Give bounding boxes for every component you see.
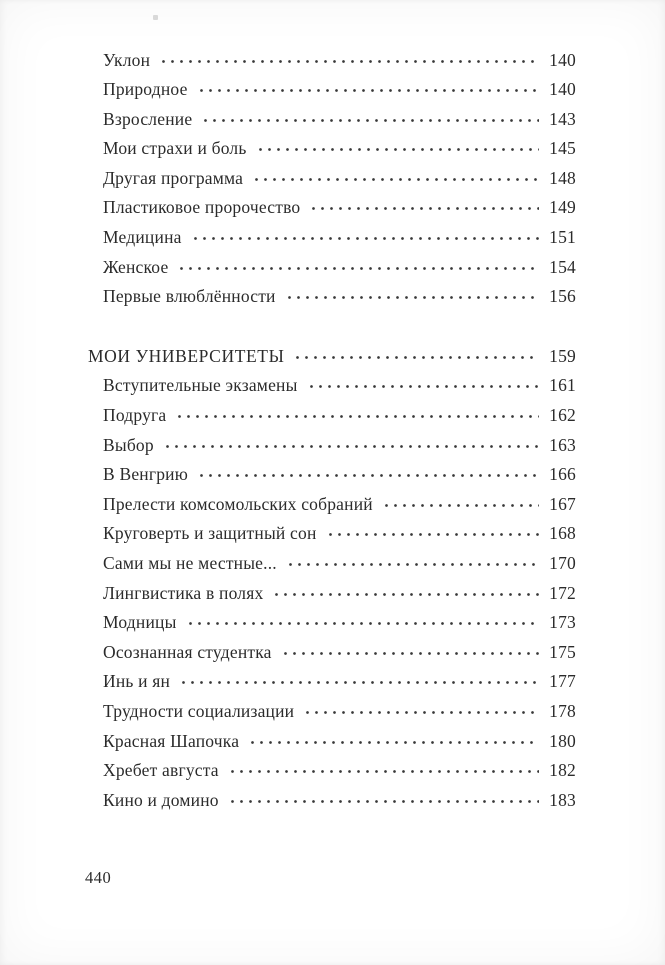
toc-entry xyxy=(88,581,576,611)
dot-leader xyxy=(196,78,539,96)
toc-entry-page: 156 xyxy=(549,286,576,307)
toc-entry-page: 167 xyxy=(549,493,576,514)
toc-entry-page: 177 xyxy=(549,671,576,692)
toc-entry xyxy=(88,788,576,818)
dot-leader xyxy=(196,463,539,481)
toc-entry-page: 161 xyxy=(549,375,576,396)
dot-leader xyxy=(308,196,539,214)
toc-entry-page: 166 xyxy=(549,464,576,485)
page-number-folio: 440 xyxy=(85,868,112,887)
toc-entry-page: 145 xyxy=(549,138,576,159)
toc-entry-page: 163 xyxy=(549,434,576,455)
dot-leader xyxy=(200,107,539,125)
dot-leader xyxy=(381,492,539,510)
toc-entry xyxy=(88,48,576,78)
toc-section-heading xyxy=(88,344,576,374)
toc-entry xyxy=(88,611,576,641)
dot-leader xyxy=(271,581,539,599)
toc-entry-page: 151 xyxy=(549,227,576,248)
dot-leader xyxy=(284,285,539,303)
toc-entry-title: Вступительные экзамены xyxy=(103,375,298,396)
toc-entry-title: Женское xyxy=(103,256,169,277)
toc-entry-page: 180 xyxy=(549,730,576,751)
toc-entry-title: Осознанная студентка xyxy=(103,641,272,662)
toc-entry xyxy=(88,759,576,789)
table-of-contents xyxy=(88,48,576,818)
toc-entry xyxy=(88,729,576,759)
toc-entry-page: 168 xyxy=(549,523,576,544)
toc-entry xyxy=(88,463,576,493)
toc-entry-page: 178 xyxy=(549,700,576,721)
toc-entry-title: Медицина xyxy=(103,227,182,248)
toc-entry xyxy=(88,285,576,315)
toc-entry-page: 182 xyxy=(549,760,576,781)
toc-entry-title: Другая программа xyxy=(103,167,244,188)
toc-entry-title: Сами мы не местные... xyxy=(103,553,277,573)
toc-entry-title: Подруга xyxy=(103,405,167,426)
toc-entry-title: Пластиковое пророчество xyxy=(103,197,301,218)
dot-leader xyxy=(247,729,539,747)
toc-entry-title: Взросление xyxy=(103,108,193,129)
toc-entry-page: 170 xyxy=(549,553,576,573)
toc-entry xyxy=(88,78,576,108)
dot-leader xyxy=(280,640,539,658)
toc-entry-title: Трудности социализации xyxy=(103,700,295,721)
dot-leader xyxy=(302,699,539,717)
toc-entry-title: Хребет августа xyxy=(103,760,219,781)
toc-entry xyxy=(88,404,576,434)
toc-entry xyxy=(88,640,576,670)
toc-entry xyxy=(88,699,576,729)
toc-entry-title: Прелести комсомольских собраний xyxy=(103,493,373,514)
toc-entry xyxy=(88,226,576,256)
dot-leader xyxy=(292,344,539,362)
toc-entry-title: Мои страхи и боль xyxy=(103,138,247,159)
toc-entry-title: Красная Шапочка xyxy=(103,730,240,751)
toc-entry-title: Лингвистика в полях xyxy=(103,582,264,603)
dot-leader xyxy=(227,788,539,806)
toc-entry-page: 175 xyxy=(549,641,576,662)
dot-leader xyxy=(306,374,539,392)
toc-entry-page: 173 xyxy=(549,612,576,633)
toc-entry-title: Первые влюблённости xyxy=(103,286,276,307)
dot-leader xyxy=(227,759,539,777)
toc-entry-title: Круговерть и защитный сон xyxy=(103,523,317,544)
toc-entry-title: Выбор xyxy=(103,434,154,455)
dot-leader xyxy=(178,670,539,688)
toc-entry-page: 143 xyxy=(549,108,576,129)
toc-entry xyxy=(88,552,576,582)
dot-leader xyxy=(285,552,539,570)
toc-entry-title: Уклон xyxy=(103,49,151,70)
scan-speck xyxy=(153,15,158,20)
toc-entry xyxy=(88,433,576,463)
toc-entry-page: 183 xyxy=(549,789,576,810)
toc-entry xyxy=(88,107,576,137)
toc-entry-page: 162 xyxy=(549,405,576,426)
toc-entry xyxy=(88,255,576,285)
dot-leader xyxy=(185,611,539,629)
toc-section xyxy=(88,48,576,314)
dot-leader xyxy=(190,226,539,244)
toc-entry xyxy=(88,492,576,522)
dot-leader xyxy=(325,522,539,540)
dot-leader xyxy=(176,255,539,273)
toc-entry xyxy=(88,522,576,552)
toc-entry-page: 172 xyxy=(549,582,576,603)
dot-leader xyxy=(158,48,539,66)
toc-heading-title: МОИ УНИВЕРСИТЕТЫ xyxy=(88,345,285,366)
toc-entry-page: 140 xyxy=(549,49,576,70)
toc-heading-page: 159 xyxy=(549,345,576,366)
toc-entry-page: 140 xyxy=(549,79,576,100)
dot-leader xyxy=(251,166,539,184)
toc-entry-page: 148 xyxy=(549,167,576,188)
toc-entry-title: Природное xyxy=(103,79,188,100)
dot-leader xyxy=(174,404,539,422)
dot-leader xyxy=(162,433,539,451)
toc-entry xyxy=(88,374,576,404)
toc-entry xyxy=(88,196,576,226)
toc-entry-page: 154 xyxy=(549,256,576,277)
toc-entry-title: Инь и ян xyxy=(103,671,171,692)
dot-leader xyxy=(255,137,539,155)
toc-entry-page: 149 xyxy=(549,197,576,218)
toc-entry-title: В Венгрию xyxy=(103,464,189,485)
toc-entry xyxy=(88,166,576,196)
toc-entry-title: Кино и домино xyxy=(103,789,219,810)
toc-section xyxy=(88,344,576,818)
toc-entry-title: Модницы xyxy=(103,612,177,633)
toc-entry xyxy=(88,670,576,700)
toc-entry xyxy=(88,137,576,167)
